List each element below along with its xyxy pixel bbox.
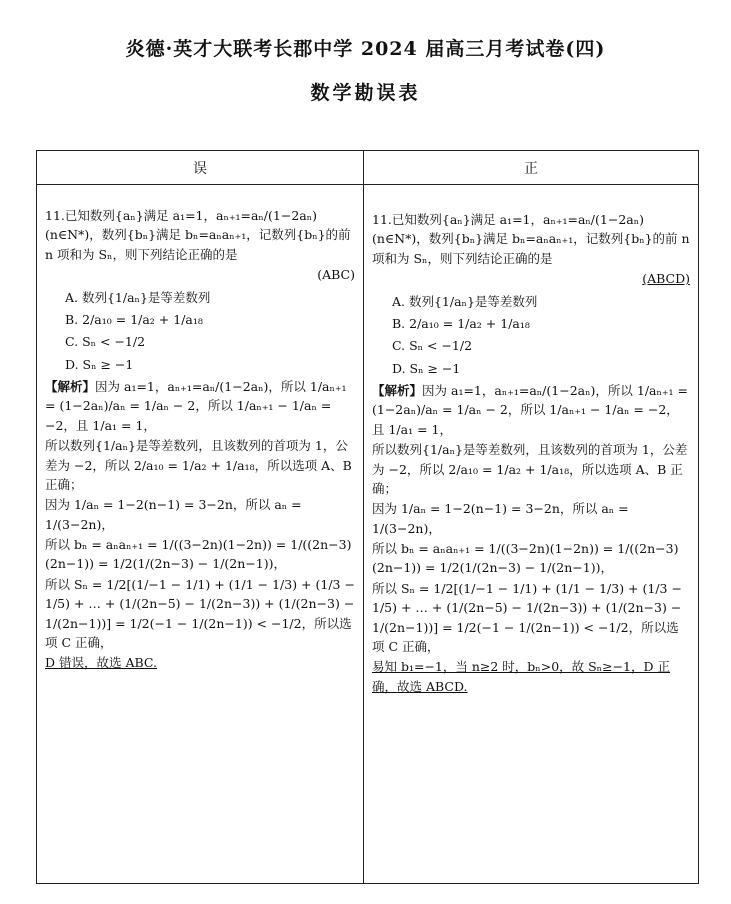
question-stem: 11.已知数列{aₙ}满足 a₁=1，aₙ₊₁=aₙ/(1−2aₙ)(n∈N*)，数列{bₙ}满足 bₙ=aₙaₙ₊₁，记数列{bₙ}的前 n 项和为 Sₙ，则下列结论正确的是 [45,208,351,262]
solution-line-4: 所以 bₙ = aₙaₙ₊₁ = 1/((3−2n)(1−2n)) = 1/((2n−3)(2n−1)) = 1/2(1/(2n−3) − 1/(2n−1))， [372,541,679,576]
solution-line-3: 因为 1/aₙ = 1−2(n−1) = 3−2n，所以 aₙ = 1/(3−2n)， [45,497,302,532]
solution-line-5: 所以 Sₙ = 1/2[(1/−1 − 1/1) + (1/1 − 1/3) + (1/3 − 1/5) + … + (1/(2n−5) − 1/(2n−3)) + (1/(2n−3) − 1/(2n−1))] = 1/2(−1 − 1/(2n−1)) < −1/2，所以选项 C 正确， [45,576,355,650]
errata-table [36,150,699,884]
option-c: C. Sₙ < −1/2 [392,338,473,354]
option-b: B. 2/a₁₀ = 1/a₂ + 1/a₁₈ [65,311,203,327]
solution-ending: 易知 b₁=−1，当 n≥2 时，bₙ>0，故 Sₙ≥−1，D 正确，故选 ABCD. [372,659,670,694]
answer-key: (ABC) [317,267,355,283]
solution-line-5: 所以 Sₙ = 1/2[(1/−1 − 1/1) + (1/1 − 1/3) + (1/3 − 1/5) + … + (1/(2n−5) − 1/(2n−3)) + (1/(2n−3) − 1/(2n−1))] = 1/2(−1 − 1/(2n−1)) < −1/2，所以选项 C 正确， [372,580,682,654]
answer-key: (ABCD) [642,271,690,287]
solution-label: 【解析】 [45,379,96,394]
document-subtitle: 数学勘误表 [310,82,421,104]
question-stem: 11.已知数列{aₙ}满足 a₁=1，aₙ₊₁=aₙ/(1−2aₙ)(n∈N*)，数列{bₙ}满足 bₙ=aₙaₙ₊₁，记数列{bₙ}的前 n 项和为 Sₙ，则下列结论正确的是 [372,212,690,266]
column-header-wrong: 误 [37,151,364,185]
solution-line-4: 所以 bₙ = aₙaₙ₊₁ = 1/((3−2n)(1−2n)) = 1/((2n−3)(2n−1)) = 1/2(1/(2n−3) − 1/(2n−1))， [45,537,352,572]
option-d: D. Sₙ ≥ −1 [392,360,461,376]
option-d: D. Sₙ ≥ −1 [65,356,134,372]
solution-line-2: 所以数列{1/aₙ}是等差数列，且该数列的首项为 1，公差为 −2，所以 2/a₁₀ = 1/a₂ + 1/a₁₈，所以选项 A、B 正确； [372,442,688,496]
wrong-column [37,185,364,884]
solution-line-2: 所以数列{1/aₙ}是等差数列，且该数列的首项为 1，公差为 −2，所以 2/a₁₀ = 1/a₂ + 1/a₁₈，所以选项 A、B 正确； [45,438,352,492]
solution-label: 【解析】 [372,383,423,398]
option-a: A. 数列{1/aₙ}是等差数列 [392,293,538,309]
document-title: 炎德·英才大联考长郡中学 2024 届高三月考试卷(四) [125,38,606,60]
solution-ending: D 错误，故选 ABC. [45,655,158,671]
right-column [364,185,699,884]
solution-line-1: 【解析】因为 a₁=1，aₙ₊₁=aₙ/(1−2aₙ)，所以 1/aₙ₊₁ = (1−2aₙ)/aₙ = 1/aₙ − 2，所以 1/aₙ₊₁ − 1/aₙ = −2，且 1/a₁ = 1， [45,379,347,433]
column-header-right: 正 [364,151,699,185]
option-c: C. Sₙ < −1/2 [65,334,146,350]
solution-line-1: 【解析】因为 a₁=1，aₙ₊₁=aₙ/(1−2aₙ)，所以 1/aₙ₊₁ = (1−2aₙ)/aₙ = 1/aₙ − 2，所以 1/aₙ₊₁ − 1/aₙ = −2，且 1/a₁ = 1， [372,383,688,437]
option-a: A. 数列{1/aₙ}是等差数列 [65,289,211,305]
solution-line-3: 因为 1/aₙ = 1−2(n−1) = 3−2n，所以 aₙ = 1/(3−2n)， [372,501,629,536]
option-b: B. 2/a₁₀ = 1/a₂ + 1/a₁₈ [392,315,530,331]
